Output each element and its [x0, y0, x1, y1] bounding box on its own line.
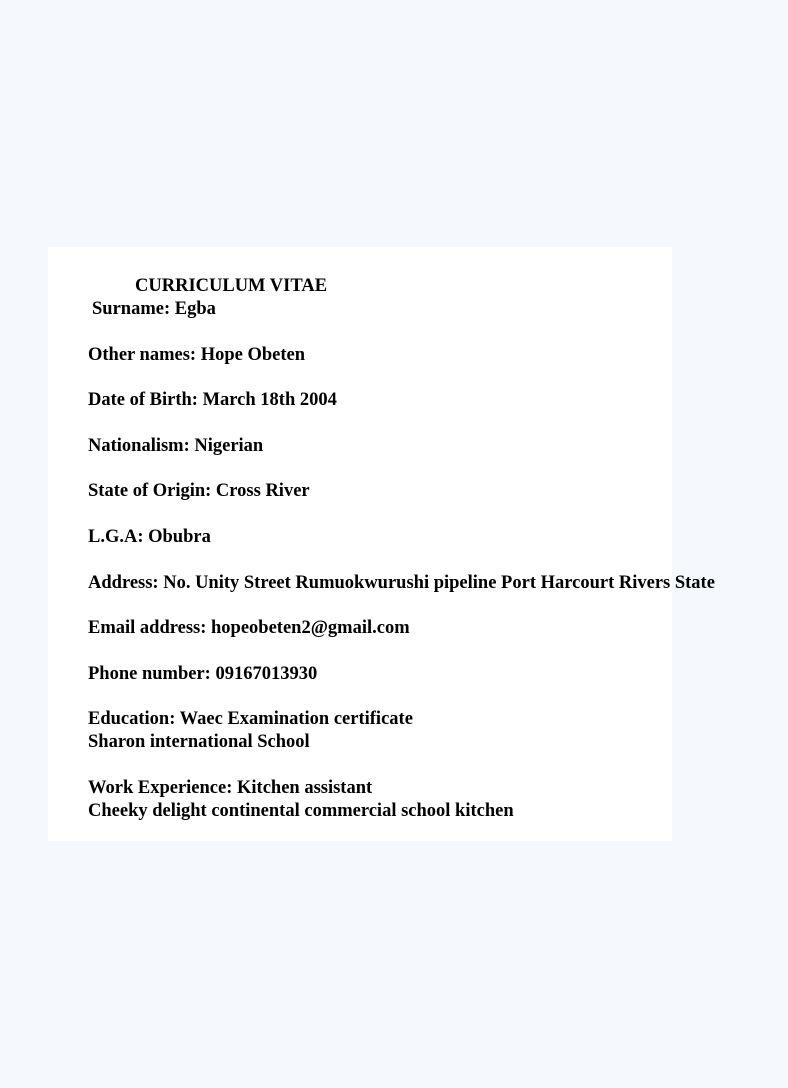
surname-line: Surname: Egba	[92, 299, 216, 319]
address-line: Address: No. Unity Street Rumuokwurushi pipeline Port Harcourt Rivers State	[88, 572, 715, 593]
phone-line: Phone number: 09167013930	[88, 663, 318, 684]
work-place-line: Cheeky delight continental commercial school kitchen	[88, 800, 514, 821]
email-line: Email address: hopeobeten2@gmail.com	[88, 618, 410, 639]
date-of-birth-line: Date of Birth: March 18th 2004	[88, 390, 337, 411]
school-line: Sharon international School	[88, 732, 310, 753]
cv-body	[88, 275, 788, 821]
nationality-line: Nationalism: Nigerian	[88, 435, 264, 456]
lga-line: L.G.A: Obubra	[88, 526, 211, 547]
state-of-origin-line: State of Origin: Cross River	[88, 481, 310, 502]
other-names-line: Other names: Hope Obeten	[88, 344, 306, 365]
education-line: Education: Waec Examination certificate	[88, 709, 413, 730]
document-page	[48, 247, 715, 841]
work-experience-line: Work Experience: Kitchen assistant	[88, 777, 373, 798]
document-title: CURRICULUM VITAE	[135, 276, 328, 296]
